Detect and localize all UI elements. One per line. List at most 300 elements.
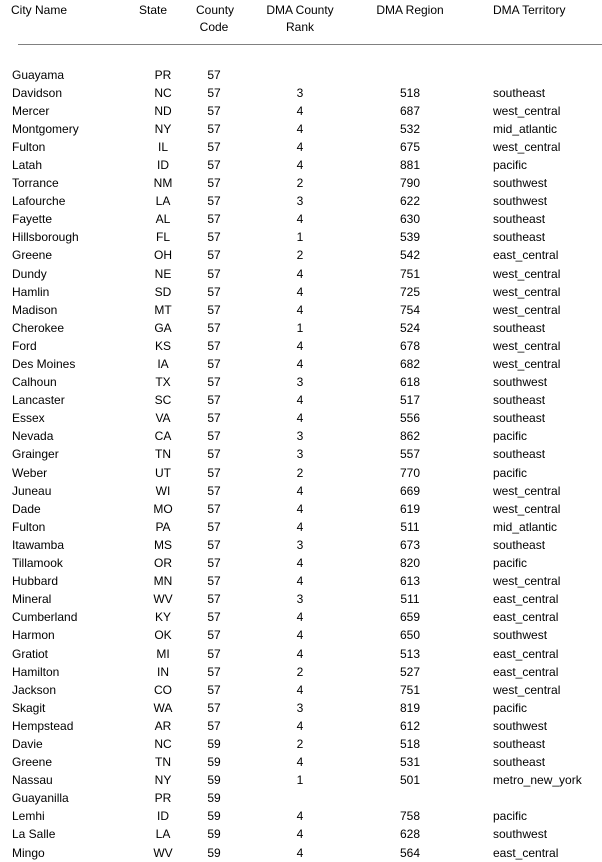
cell-city-name: Lemhi [12,809,45,824]
cell-county-code: 57 [207,103,221,118]
cell-state: NY [154,121,172,136]
cell-dma-region: 527 [399,664,421,679]
cell-dma-territory: east_central [493,845,559,860]
cell-county-code: 57 [207,574,221,589]
cell-dma-territory: southwest [493,628,548,643]
cell-dma-region: 542 [399,248,421,263]
table-row [0,391,602,409]
cell-state: MI [156,646,170,661]
cell-county-code: 57 [207,157,221,172]
cell-dma-region: 630 [399,212,421,227]
cell-city-name: Hempstead [12,718,74,733]
cell-dma-region: 862 [399,429,421,444]
column-header-city-name [0,2,130,36]
table-row [0,500,602,518]
cell-dma-territory: southeast [493,393,546,408]
cell-city-name: Dade [12,501,41,516]
table-row [0,228,602,246]
cell-state: CO [154,682,172,697]
cell-dma-territory: west_central [493,338,561,353]
cell-dma-county-rank: 4 [296,755,304,770]
cell-state: VA [155,411,171,426]
cell-state: IL [157,139,168,154]
table-row [0,482,602,500]
column-header-label: County [196,3,235,17]
cell-county-code: 57 [207,67,221,82]
cell-city-name: Lafourche [12,194,66,209]
column-header-county-code [196,2,235,36]
cell-state: GA [154,320,172,335]
cell-dma-territory: east_central [493,664,559,679]
cell-city-name: Greene [12,248,53,263]
cell-state: OR [154,556,172,571]
cell-dma-region: 531 [399,755,421,770]
cell-city-name: Hamilton [12,664,60,679]
cell-city-name: Jackson [12,682,57,697]
cell-state: OK [154,628,172,643]
cell-city-name: La Salle [12,827,56,842]
cell-dma-county-rank: 4 [296,338,304,353]
cell-dma-territory: southwest [493,718,548,733]
cell-city-name: Grainger [12,447,59,462]
cell-city-name: Mingo [12,845,45,860]
cell-dma-region: 628 [399,827,421,842]
cell-dma-county-rank: 4 [296,501,304,516]
cell-county-code: 59 [207,736,221,751]
cell-state: LA [155,194,171,209]
cell-dma-region: 819 [399,700,421,715]
cell-dma-county-rank: 4 [296,574,304,589]
cell-state: MS [154,537,172,552]
table-header-row [0,0,602,36]
table-row [0,699,602,717]
cell-state: UT [155,465,171,480]
cell-county-code: 57 [207,700,221,715]
cell-city-name: Harmon [12,628,55,643]
cell-county-code: 57 [207,537,221,552]
cell-city-name: Itawamba [12,537,65,552]
cell-county-code: 57 [207,610,221,625]
cell-county-code: 57 [207,284,221,299]
cell-state: TN [155,447,171,462]
cell-dma-territory: west_central [493,266,561,281]
table-row [0,518,602,536]
cell-state: TN [155,755,171,770]
cell-dma-county-rank: 3 [296,194,304,209]
cell-dma-territory: metro_new_york [493,773,582,788]
cell-county-code: 57 [207,85,221,100]
cell-dma-region: 790 [399,176,421,191]
cell-state: IA [157,357,169,371]
table-row [0,192,602,210]
cell-dma-territory: west_central [493,483,561,498]
cell-dma-county-rank: 3 [296,700,304,715]
cell-dma-territory: east_central [493,610,559,625]
column-header-state [130,2,196,36]
cell-state: TX [155,375,171,390]
cell-city-name: Davidson [12,85,63,100]
cell-dma-county-rank: 4 [296,357,304,371]
cell-county-code: 57 [207,501,221,516]
cell-dma-county-rank: 4 [296,682,304,697]
table-row [0,464,602,482]
cell-dma-territory: southeast [493,85,546,100]
cell-dma-territory: west_central [493,501,561,516]
cell-dma-county-rank: 4 [296,139,304,154]
table-row [0,246,602,264]
cell-dma-territory: east_central [493,592,559,607]
cell-city-name: Dundy [12,266,47,281]
cell-dma-territory: southeast [493,447,546,462]
cell-dma-county-rank: 2 [296,176,304,191]
cell-county-code: 57 [207,320,221,335]
cell-dma-county-rank: 3 [296,537,304,552]
cell-dma-territory: west_central [493,302,561,317]
table-row [0,210,602,228]
cell-city-name: Hamlin [12,284,50,299]
cell-county-code: 57 [207,176,221,191]
cell-city-name: Fayette [12,212,53,227]
cell-county-code: 57 [207,230,221,245]
cell-county-code: 57 [207,646,221,661]
table-row [0,120,602,138]
column-header-label: City Name [11,3,68,17]
cell-dma-territory: pacific [493,465,528,480]
cell-city-name: Hubbard [12,574,59,589]
cell-dma-region: 501 [399,773,421,788]
cell-state: KY [154,610,171,625]
table-row [0,807,602,825]
cell-dma-territory: east_central [493,248,559,263]
cell-state: WV [153,592,173,607]
cell-dma-territory: pacific [493,429,528,444]
cell-dma-territory: southeast [493,537,546,552]
cell-dma-county-rank: 3 [296,592,304,607]
cell-county-code: 59 [207,845,221,860]
cell-dma-region: 513 [399,646,421,661]
cell-county-code: 57 [207,429,221,444]
cell-dma-county-rank: 4 [296,103,304,118]
table-row [0,645,602,663]
cell-dma-county-rank: 4 [296,519,304,534]
cell-state: PA [155,519,171,534]
cell-dma-region: 517 [399,393,421,408]
cell-county-code: 57 [207,592,221,607]
table-body [0,66,602,862]
cell-dma-region: 751 [399,682,421,697]
cell-state: OH [154,248,172,263]
cell-state: NM [153,176,173,191]
cell-county-code: 59 [207,827,221,842]
cell-state: ID [157,157,169,172]
column-header-dma-region [368,2,452,36]
cell-dma-territory: pacific [493,556,528,571]
cell-city-name: Fulton [12,519,46,534]
cell-city-name: Davie [12,736,43,751]
cell-dma-territory: southeast [493,755,546,770]
cell-county-code: 57 [207,302,221,317]
cell-dma-territory: pacific [493,700,528,715]
cell-dma-county-rank: 4 [296,393,304,408]
table-row [0,608,602,626]
cell-city-name: Juneau [12,483,52,498]
cell-dma-county-rank: 4 [296,302,304,317]
table-row [0,445,602,463]
cell-dma-county-rank: 1 [296,230,304,245]
table-row [0,844,602,862]
column-header-label: DMA Territory [493,3,566,17]
cell-dma-territory: west_central [493,682,561,697]
table-row [0,789,602,807]
cell-dma-county-rank: 2 [296,248,304,263]
cell-city-name: Guayanilla [12,791,69,806]
cell-county-code: 57 [207,121,221,136]
cell-county-code: 57 [207,139,221,154]
cell-dma-territory: pacific [493,157,528,172]
cell-county-code: 57 [207,338,221,353]
cell-state: MT [154,302,172,317]
cell-dma-county-rank: 4 [296,212,304,227]
cell-dma-region: 511 [400,519,420,534]
cell-county-code: 57 [207,266,221,281]
cell-dma-region: 650 [399,628,421,643]
cell-state: NE [154,266,172,281]
cell-city-name: Cumberland [12,610,78,625]
cell-county-code: 57 [207,628,221,643]
cell-dma-region: 619 [399,501,421,516]
cell-city-name: Torrance [12,176,59,191]
table-row [0,554,602,572]
table-row [0,66,602,84]
cell-dma-region: 618 [399,375,421,390]
table-row [0,84,602,102]
cell-state: PR [154,67,172,82]
table-row [0,355,602,373]
cell-dma-territory: southeast [493,320,546,335]
cell-dma-region: 524 [399,320,421,335]
cell-county-code: 57 [207,682,221,697]
cell-dma-county-rank: 3 [296,429,304,444]
cell-dma-territory: southeast [493,230,546,245]
cell-state: MO [153,501,173,516]
cell-dma-county-rank: 1 [296,320,304,335]
cell-dma-county-rank: 3 [296,85,304,100]
cell-city-name: Lancaster [12,393,65,408]
table-row [0,156,602,174]
table-row [0,102,602,120]
cell-dma-region: 539 [399,230,421,245]
cell-dma-region: 751 [399,266,421,281]
column-header-dma-county-rank [232,2,368,36]
cell-city-name: Mineral [12,592,52,607]
cell-dma-region: 770 [399,465,421,480]
cell-dma-county-rank: 4 [296,718,304,733]
table-row [0,681,602,699]
cell-county-code: 57 [207,483,221,498]
column-header-label: State [138,3,168,17]
cell-city-name: Tillamook [12,556,63,571]
cell-state: WV [153,845,173,860]
cell-city-name: Fulton [12,139,46,154]
cell-city-name: Nevada [12,429,54,444]
cell-dma-territory: mid_atlantic [493,121,558,136]
cell-state: LA [155,827,171,842]
cell-dma-region: 687 [399,103,421,118]
cell-dma-territory: west_central [493,139,561,154]
cell-county-code: 57 [207,375,221,390]
cell-dma-territory: southwest [493,375,548,390]
table-row [0,319,602,337]
cell-dma-territory: west_central [493,284,561,299]
cell-state: WA [153,700,173,715]
table-row [0,717,602,735]
cell-city-name: Weber [12,465,48,480]
cell-dma-region: 758 [399,809,421,824]
cell-state: FL [155,230,170,245]
cell-dma-region: 669 [399,483,421,498]
table-row [0,825,602,843]
cell-county-code: 59 [207,755,221,770]
cell-dma-territory: southwest [493,194,548,209]
cell-dma-territory: west_central [493,574,561,589]
cell-state: AL [155,212,171,227]
cell-city-name: Nassau [12,773,53,788]
table-row [0,283,602,301]
cell-county-code: 57 [207,411,221,426]
cell-county-code: 57 [207,664,221,679]
cell-county-code: 57 [207,357,221,371]
cell-city-name: Gratiot [12,646,49,661]
cell-state: WI [155,483,171,498]
cell-county-code: 59 [207,773,221,788]
cell-dma-territory: southwest [493,827,548,842]
cell-county-code: 57 [207,248,221,263]
column-header-label: DMA Region [376,3,444,17]
cell-dma-territory: southeast [493,736,546,751]
cell-dma-region: 682 [399,357,421,371]
cell-city-name: Skagit [12,700,46,715]
cell-state: MN [153,574,173,589]
cell-state: PR [154,791,172,806]
cell-dma-region: 557 [399,447,421,462]
cell-dma-county-rank: 3 [296,447,304,462]
cell-dma-region: 754 [399,302,421,317]
cell-dma-region: 612 [399,718,421,733]
cell-dma-county-rank: 4 [296,610,304,625]
cell-city-name: Essex [12,411,45,426]
table-row [0,337,602,355]
table-row [0,427,602,445]
cell-dma-region: 673 [399,537,421,552]
cell-state: IN [157,664,169,679]
cell-county-code: 57 [207,519,221,534]
cell-state: ID [157,809,169,824]
cell-state: NC [154,736,172,751]
cell-city-name: Greene [12,755,53,770]
cell-dma-county-rank: 4 [296,845,304,860]
cell-dma-territory: mid_atlantic [493,519,558,534]
cell-dma-county-rank: 4 [296,646,304,661]
table-row [0,373,602,391]
cell-city-name: Guayama [12,67,65,82]
cell-dma-county-rank: 2 [296,465,304,480]
cell-city-name: Montgomery [12,121,79,136]
table-row [0,265,602,283]
cell-dma-county-rank: 4 [296,266,304,281]
cell-dma-territory: pacific [493,809,528,824]
cell-state: KS [154,338,171,353]
cell-dma-territory: southeast [493,212,546,227]
cell-dma-region: 678 [399,338,421,353]
table-row [0,735,602,753]
cell-city-name: Calhoun [12,375,57,390]
cell-county-code: 57 [207,212,221,227]
cell-city-name: Ford [12,338,37,353]
cell-city-name: Latah [12,157,43,172]
cell-dma-territory: east_central [493,646,559,661]
cell-county-code: 57 [207,194,221,209]
cell-city-name: Mercer [12,103,50,118]
cell-dma-county-rank: 4 [296,483,304,498]
cell-state: NY [154,773,172,788]
table-row [0,663,602,681]
table-row [0,138,602,156]
cell-dma-county-rank: 4 [296,628,304,643]
cell-dma-region: 556 [399,411,421,426]
cell-dma-county-rank: 3 [296,375,304,390]
cell-dma-region: 881 [399,157,421,172]
cell-county-code: 57 [207,556,221,571]
cell-city-name: Hillsborough [12,230,79,245]
cell-city-name: Cherokee [12,320,65,335]
cell-county-code: 57 [207,393,221,408]
cell-dma-territory: west_central [493,103,561,118]
table-row [0,174,602,192]
table-row [0,771,602,789]
cell-dma-county-rank: 4 [296,284,304,299]
column-header-label: DMA County [266,3,334,17]
cell-county-code: 57 [207,447,221,462]
cell-county-code: 57 [207,465,221,480]
cell-dma-region: 675 [399,139,421,154]
cell-dma-region: 613 [399,574,421,589]
cell-dma-county-rank: 2 [296,736,304,751]
cell-dma-territory: west_central [493,357,561,371]
cell-city-name: Des Moines [12,357,76,371]
cell-state: ND [154,103,172,118]
cell-dma-region: 518 [399,85,421,100]
table-row [0,409,602,427]
cell-dma-territory: southeast [493,411,546,426]
cell-county-code: 59 [207,791,221,806]
cell-dma-region: 532 [399,121,421,136]
cell-dma-county-rank: 4 [296,827,304,842]
cell-state: SD [154,284,172,299]
cell-dma-county-rank: 4 [296,157,304,172]
cell-dma-region: 518 [399,736,421,751]
cell-dma-region: 725 [399,284,421,299]
cell-county-code: 57 [207,718,221,733]
header-divider [18,44,602,45]
cell-dma-region: 659 [399,610,421,625]
cell-dma-region: 622 [399,194,421,209]
cell-dma-county-rank: 4 [296,556,304,571]
cell-dma-region: 511 [400,592,420,607]
column-header-dma-territory [452,2,602,36]
cell-dma-county-rank: 2 [296,664,304,679]
cell-dma-region: 564 [399,845,421,860]
table-row [0,572,602,590]
